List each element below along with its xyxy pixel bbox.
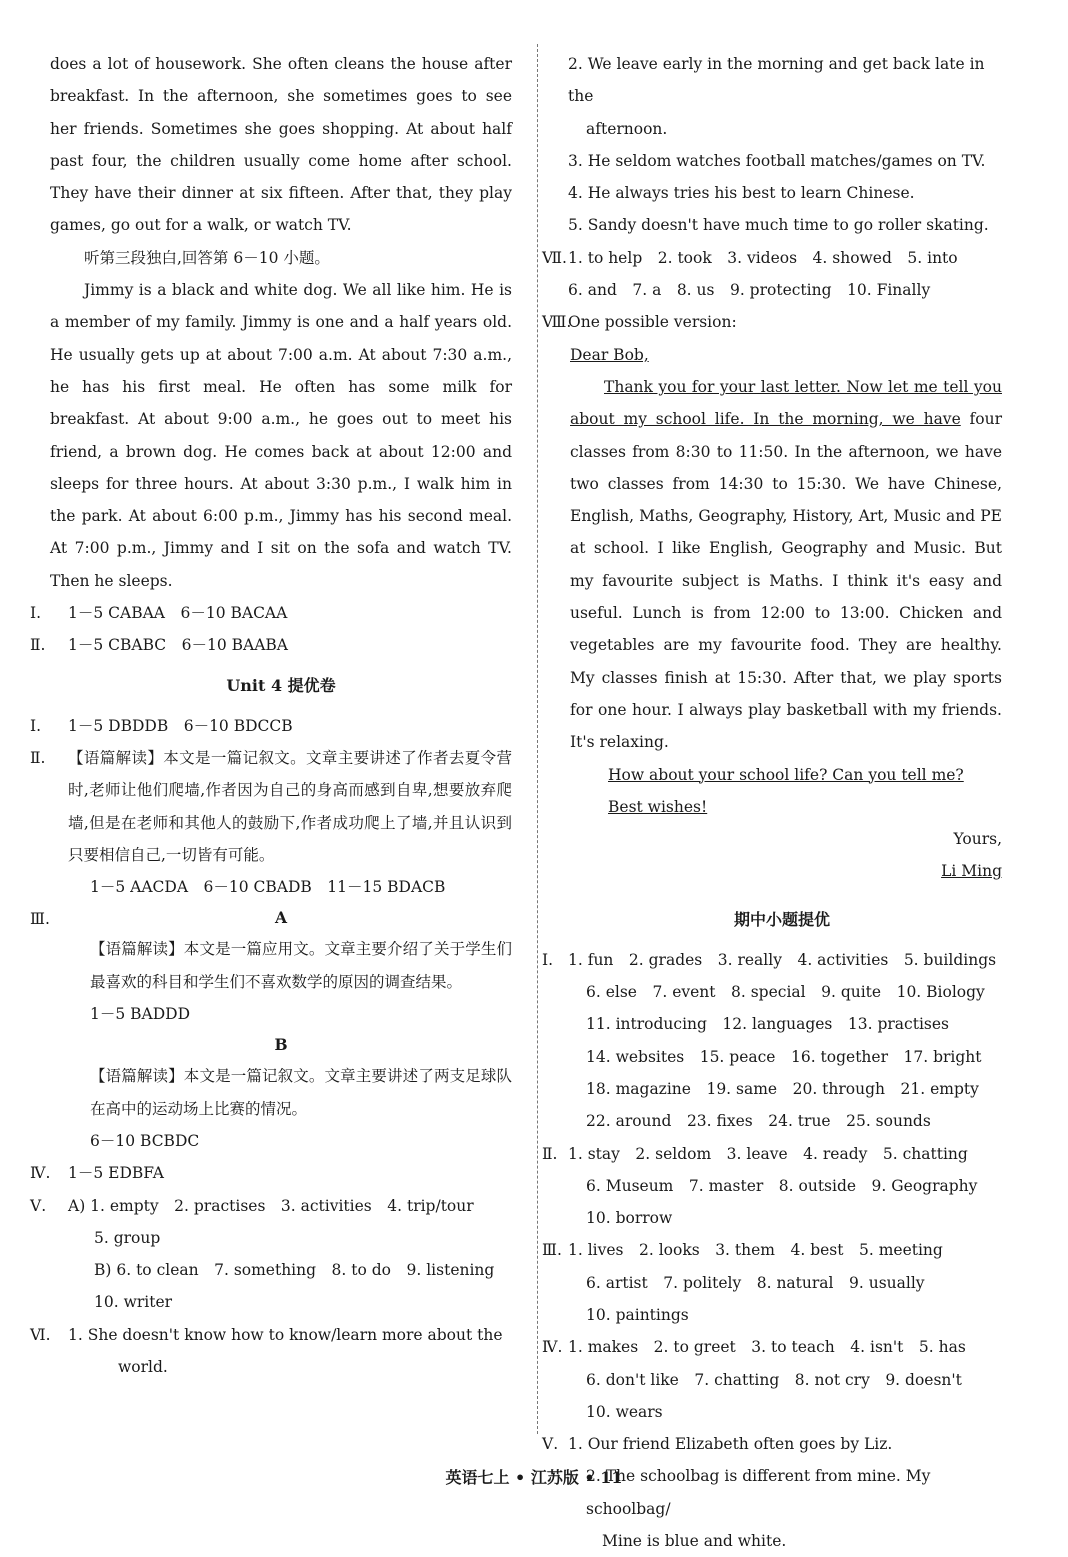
unit-title: Unit 4 提优卷 [226, 675, 336, 695]
letter-sign-off: Yours, [953, 830, 1002, 849]
unit-answer-5: Ⅴ. A) 1. empty 2. practises 3. activities 4. trip/tour [30, 1196, 474, 1215]
answer-section-7: Ⅶ. 1. to help 2. took 3. videos 4. showed 5. into [542, 248, 958, 267]
unit-answer-4: Ⅳ. 1－5 EDBFA [30, 1164, 164, 1183]
midterm-section-4: Ⅳ. 1. makes 2. to greet 3. to teach 4. isn't 5. has [542, 1338, 966, 1357]
answer-row-1: Ⅰ. 1－5 CABAA 6－10 BACAA [30, 604, 288, 623]
letter-body: Thank you for your last letter. Now let me tell you about my school life. In the morning, we have four classes from 8:30 to 11:50. In the afternoon, we have two classes from 14:30 to 15:30. We have Chinese, English, Maths, Geography, History, Art, Music and PE at school. I like English, Geography and Music. But my favourite subject is Maths. I think it's easy and useful. Lunch is from 12:00 to 13:00. Chicken and vegetables are my favourite food. They are healthy. My classes finish at 15:30. After that, we play sports for one hour. I always play basketball with my friends. It's relaxing. [570, 377, 1002, 752]
left-column: does a lot of housework. She often cleans the house after breakfast. In the afternoon, she sometimes goes to see her friends. Sometimes she goes shopping. At about half past four, the children usually come home after school. They have their dinner at six fifteen. After that, they play games, go out for a walk, or watch TV. 听第三段独白,回答第 6－10 小题。 Jimmy is a black and white dog. We all like him. He is a member of my family. Jimmy is one and a half years old. He usually gets up at about 7:00 a.m. At about 7:30 a.m., he has his first meal. He often has some milk for breakfast. At about 9:00 a.m., he goes out to meet his friend, a brown dog. He comes back at about 12:00 and sleeps for three hours. At about 3:30 p.m., I walk him in the park. At about 6:00 p.m., Jimmy has his second meal. At 7:00 p.m., Jimmy and I sit on the sofa and watch TV. Then he sleeps. Ⅰ. 1－5 CABAA 6－10 BACAA Ⅱ. 1－5 CBABC 6－10 BAABA Unit 4 提优卷 Ⅰ. 1－5 DBDDB 6－10 BDCCB Ⅱ. 【语篇解读】本文是一篇记叙文。文章主要讲述了作者去夏令营时,老师让他们爬墙,作者因为自己的身高而感到自卑,想要放弃爬墙,但是在老师和其他人的鼓励下,作者成功爬上了墙,并且认识到只要相信自己,一切皆有可能。 1－5 AACDA 6－10 CBADB 11－15 BDACB Ⅲ. A 【语篇解读】本文是一篇应用文。文章主要介绍了关于学生们最喜欢的科目和学生们不喜欢数学的原因的调查结果。 1－5 BADDD B 【语篇解读】本文是一篇记叙文。文章主要讲述了两支足球队在高中的运动场上比赛的情况。 6－10 BCBDC Ⅳ. 1－5 EDBFA Ⅴ. A) 1. empty 2. practises 3. activities 4. trip/tour 5. group B) 6. to clean 7. something 8. to do 9. listening 10. writer Ⅵ. 1. She doesn't know how to know/learn more about the world. [50, 48, 512, 1383]
answer-section-8: Ⅷ. One possible version: [542, 313, 737, 332]
instruction: 听第三段独白,回答第 6－10 小题。 [84, 248, 330, 267]
unit-answer-3: Ⅲ. A [30, 908, 288, 929]
passage-b-label: B [274, 1035, 288, 1055]
passage-b-keys: 6－10 BCBDC [90, 1131, 200, 1150]
letter-greeting: Dear Bob, [570, 345, 649, 364]
passage-a-summary: 【语篇解读】本文是一篇应用文。文章主要介绍了关于学生们最喜欢的科目和学生们不喜欢数学的原因的调查结果。 [90, 940, 512, 991]
unit-answer-2: Ⅱ. 【语篇解读】本文是一篇记叙文。文章主要讲述了作者去夏令营时,老师让他们爬墙,作者因为自己的身高而感到自卑,想要放弃爬墙,但是在老师和其他人的鼓励下,作者成功爬上了墙,并且认识到只要相信自己,一切皆有可能。 [30, 748, 512, 864]
column-divider [537, 44, 538, 1434]
unit-answer-6: Ⅵ. 1. She doesn't know how to know/learn more about the [30, 1325, 503, 1344]
answer-row-2: Ⅱ. 1－5 CBABC 6－10 BAABA [30, 636, 289, 655]
midterm-title: 期中小题提优 [733, 909, 830, 929]
passage-a-keys: 1－5 BADDD [90, 1005, 191, 1024]
midterm-section-5: Ⅴ. 1. Our friend Elizabeth often goes by Liz. [542, 1435, 893, 1454]
midterm-section-2: Ⅱ. 1. stay 2. seldom 3. leave 4. ready 5. chatting [542, 1144, 968, 1163]
midterm-section-3: Ⅲ. 1. lives 2. looks 3. them 4. best 5. meeting [542, 1241, 943, 1260]
page-footer: 英语七上 • 江苏版 • 11 [445, 1468, 623, 1487]
passage-2-text: does a lot of housework. She often cleans the house after breakfast. In the afternoon, she sometimes goes to see her friends. Sometimes she goes shopping. At about half past four, the children usually come home after school. They have their dinner at six fifteen. After that, they play games, go out for a walk, or watch TV. [50, 55, 512, 235]
unit-answer-1: Ⅰ. 1－5 DBDDB 6－10 BDCCB [30, 716, 293, 735]
right-column: 2. We leave early in the morning and get back late in the afternoon. 3. He seldom watches football matches/games on TV. 4. He always tries his best to learn Chinese. 5. Sandy doesn't have much time to go roller skating. Ⅶ. 1. to help 2. took 3. videos 4. showed 5. into 6. and 7. a 8. us 9. protecting 10. Finally Ⅷ. One possible version: Dear Bob, Thank you for your last letter. Now let me tell you about my school life. In the morning, we have four classes from 8:30 to 11:50. In the afternoon, we have two classes from 14:30 to 15:30. We have Chinese, English, Maths, Geography, History, Art, Music and PE at school. I like English, Geography and Music. But my favourite subject is Maths. I think it's easy and useful. Lunch is from 12:00 to 13:00. Chicken and vegetables are my favourite food. They are healthy. My classes finish at 15:30. After that, we play sports for one hour. I always play basketball with my friends. It's relaxing. How about your school life? Can you tell me? Best wishes! Yours, Li Ming 期中小题提优 Ⅰ. 1. fun 2. grades 3. really 4. activities 5. buildings 6. else 7. event 8. special 9. quite 10. Biology 11. introducing 12. languages 13. practises 14. websites 15. peace 16. together 17. bright 18. magazine 19. same 20. through 21. empty 22. around 23. fixes 24. true 25. sounds Ⅱ. 1. stay 2. seldom 3. leave 4. ready 5. chatting 6. Museum 7. master 8. outside 9. Geography 10. borrow Ⅲ. 1. lives 2. looks 3. them 4. best 5. meeting 6. artist 7. politely 8. natural 9. usually 10. paintings Ⅳ. 1. makes 2. to greet 3. to teach 4. isn't 5. has 6. don't like 7. chatting 8. not cry 9. doesn't 10. wears Ⅴ. 1. Our friend Elizabeth often goes by Liz. 2. The schoolbag is different from mine. My schoolbag/ Mine is blue and white. [542, 55, 1002, 1551]
midterm-section-1: Ⅰ. 1. fun 2. grades 3. really 4. activities 5. buildings [542, 950, 997, 969]
letter-signature: Li Ming [941, 862, 1002, 881]
letter-closing: How about your school life? Can you tell me? [608, 765, 964, 784]
passage-b-summary: 【语篇解读】本文是一篇记叙文。文章主要讲述了两支足球队在高中的运动场上比赛的情况。 [90, 1067, 512, 1118]
unit-answer-2-keys: 1－5 AACDA 6－10 CBADB 11－15 BDACB [90, 878, 446, 897]
passage-3-text: Jimmy is a black and white dog. We all like him. He is a member of my family. Jimmy is one and a half years old. He usually gets up at about 7:00 a.m. At about 7:30 a.m., he has his first meal. He often has some milk for breakfast. At about 9:00 a.m., he goes out to meet his friend, a brown dog. He comes back at about 12:00 and sleeps for three hours. At about 3:30 p.m., I walk him in the park. At about 6:00 p.m., Jimmy has his second meal. At 7:00 p.m., Jimmy and I sit on the sofa and watch TV. Then he sleeps. [50, 281, 512, 590]
